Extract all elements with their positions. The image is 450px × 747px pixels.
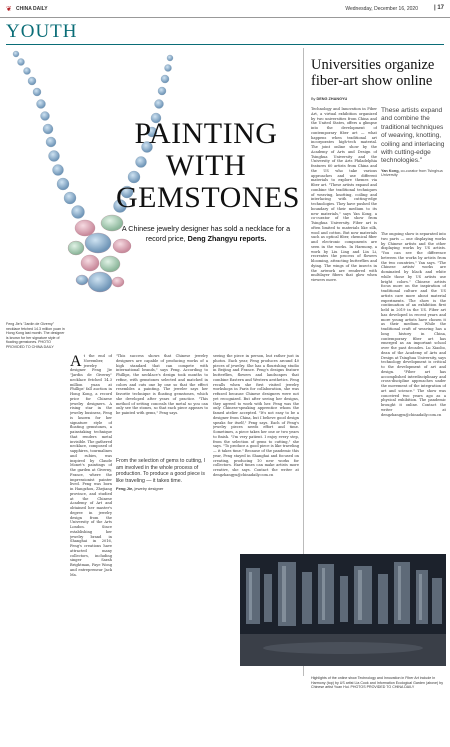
- left-story-column-3: seeing the piece in person, but rather just in photos. Each year, Feng produces around 40 pieces of jewelry. She has a flourishing studio in Beijing and France. Feng's designs feature butterflies, flowers and landscapes that combine Eastern and Western aesthetics. Feng recalls when she first visited jewelry workshops in Paris for collaboration, she was refused because Chinese designers were not yet recognized. But after seeing her designs, they agreed to work with her. Feng was the only Chinese-speaking apprentice whom the famed atelier accepted. "It's not easy to be a designer from China, but I believe good design speaks for itself," Feng says. Each of Feng's jewelry pieces needs effort and time. Sometimes, a piece takes her one or two years to finish. "I'm very patient. I enjoy every step, from the selection of gems to cutting," she says. "To produce a good piece is like traveling — it takes time." Because of the pandemic this year, Feng stayed in Shanghai and focused on creating, producing 10 new works for collectors. Hard times can make artists more creative, she says. Contact the writer at dengzhangyu@chinadaily.com.cn: [213, 354, 299, 477]
- left-story-column-2: "This success shows that Chinese jewelry designers are capable of producing works of a high standard that can compete with international brands," says Feng. According to Phillips, the necklace's design took months to refine, with gemstones selected and matched in colors and cuts one by one so that the effect resembles a painting. The jeweler says her favorite technique is floating gemstones, which she developed after years of practice. "This method of setting conceals the metal so you can only see the stones, so that each piece appears to be painted with gems," Feng says.: [116, 354, 208, 415]
- main-headline: PAINTING WITH GEMSTONES: [116, 117, 300, 214]
- right-pullquote-role: co-curator from Tsinghua University: [381, 168, 443, 178]
- right-story-column-2: The ongoing show is separated into two parts — one displaying works by Chinese artists and the other displaying works by US artists. "You can see the difference between the works by artists from the two countries," Yan says. "The Chinese artists' works are dominated by black and white while those by US artists use bright colors." Chinese artists focus more on the inspiration of traditional culture and the US artists care more about material experiments. The show is the continuation of an exhibition first held in 2019 in the US. Fiber art has developed in recent years and more young artists have chosen it as their medium. While the traditional craft of weaving has a long history in China, contemporary fiber art has emerged as an important school over the past decades. Lu Xiaobo, dean of the Academy of Arts and Design at Tsinghua University, says technology development is critical to the development of art and design. "Fiber art has accomplished interdisciplinary and cross-discipline approaches under the movement of the integration of art and science." The show was conceived two years ago as a physical exhibition. The pandemic brought it online. Contact the writer at dengzhangyu@chinadaily.com.cn: [381, 232, 446, 417]
- fiber-art-exhibition-photo: [240, 554, 446, 666]
- left-pullquote-attribution: [116, 486, 208, 493]
- section-title: YOUTH: [6, 21, 78, 42]
- right-byline-prefix: By: [311, 97, 316, 101]
- left-pullquote-role: jewelry designer: [134, 486, 164, 492]
- paper-name: CHINA DAILY: [16, 6, 48, 12]
- left-pullquote-name: Feng Jie,: [116, 486, 134, 492]
- right-byline-name: DENG ZHANGYU: [316, 97, 348, 101]
- china-daily-logo-icon: ❦: [6, 6, 12, 13]
- dropcap: A: [70, 354, 82, 370]
- right-pullquote-name: Yan Kong,: [381, 168, 400, 173]
- exhibition-photo-caption: Highlights of the online show Technology and Innovation in Fiber Art include In Harmony (top) by US artist Lia Cook and Information Ecological Garden (above) by Chinese artist Yuan Hui. PHOTOS PROVIDED TO CHINA DAILY: [311, 676, 444, 690]
- right-story-column-1: Technology and Innovation in Fiber Art, a virtual exhibition organized by two universities from China and the United States, offers a glimpse into the development of contemporary fiber art — what happens when traditional art incorporates high-tech material. The joint online show by the Academy of Arts and Design of Tsinghua University and the University of the Arts Philadelphia features 60 artists from China and the US who take various approaches and use different materials to explore themes via fiber art. "These artists expand and combine the traditional techniques of weaving, knotting, coiling and interlacing with cutting-edge technologies. They have pushed the boundary of their medium to its new materials," says Yan Kong, a co-curator of the show from Tsinghua University. Fiber art is often limited to materials like silk, wool and cotton. But now materials such as optical fiber, chemical fiber and electronic components are seen in the works. In Harmony, a work by Liu Ling and Lin Li, recreates the process of flowers blooming, attracting butterflies and dying. The wings of the insects in the artwork are rendered with multilayer fibers that glow when viewers move.: [311, 107, 377, 282]
- section-divider: [6, 44, 444, 45]
- necklace-photo-caption: Feng Jie's "Jardin de Giverny" necklace fetched 14.3 million yuan in Hong Kong last month. The designer is known for her signature style of floating gemstones. PHOTO PROVIDED TO CHINA DAILY: [6, 322, 65, 349]
- right-headline: Universities organize fiber-art show online: [311, 57, 435, 89]
- left-pullquote-text: From the selection of gems to cutting, I am involved in the whole process of production. To produce a good piece is like traveling — it takes time.: [116, 458, 206, 484]
- page-number: | 17: [433, 5, 444, 11]
- right-byline: [311, 97, 347, 101]
- deck-byline: Deng Zhangyu reports.: [187, 233, 267, 243]
- deck-text: A Chinese jewelry designer has sold a necklace for a record price,: [121, 224, 291, 243]
- right-pullquote-text: These artists expand and combine the traditional techniques of weaving, knotting, coiling and interlacing with cutting-edge technologies.": [381, 107, 445, 165]
- right-pullquote-attribution: [381, 169, 447, 178]
- left-story-column-1: [70, 354, 112, 679]
- issue-date: Wednesday, December 16, 2020: [345, 6, 418, 12]
- left-pullquote: [116, 458, 208, 493]
- right-pullquote: [381, 107, 447, 178]
- left-story-column-1-text: t the end of November, jewelry designer Feng Jie "Jardin de Giverny" necklace fetched 14.3 million yuan at Phillips' fall auction in Hong Kong, a record price for Chinese jewelry designers. A rising star in the jewelry business, Feng is known for her signature style of floating gemstones, a painstaking technique that renders metal invisible. The gathered necklace, composed of sapphires, tourmalines and rubies, was inspired by Claude Monet's paintings of the garden at Giverny, France, where the impressionist painter lived. Feng was born in Hangzhou, Zhejiang province, and studied at the Chinese Academy of Art and obtained her master's degree in jewelry design from the University of the Arts London. Since establishing her jewelry brand in Shanghai in 2016, Feng's creations have attracted many collectors, including singer Sarah Brightman, Faye Wong and entrepreneur Jack Ma.: [70, 354, 112, 577]
- masthead-bar: [0, 0, 450, 18]
- story-deck: [116, 224, 296, 243]
